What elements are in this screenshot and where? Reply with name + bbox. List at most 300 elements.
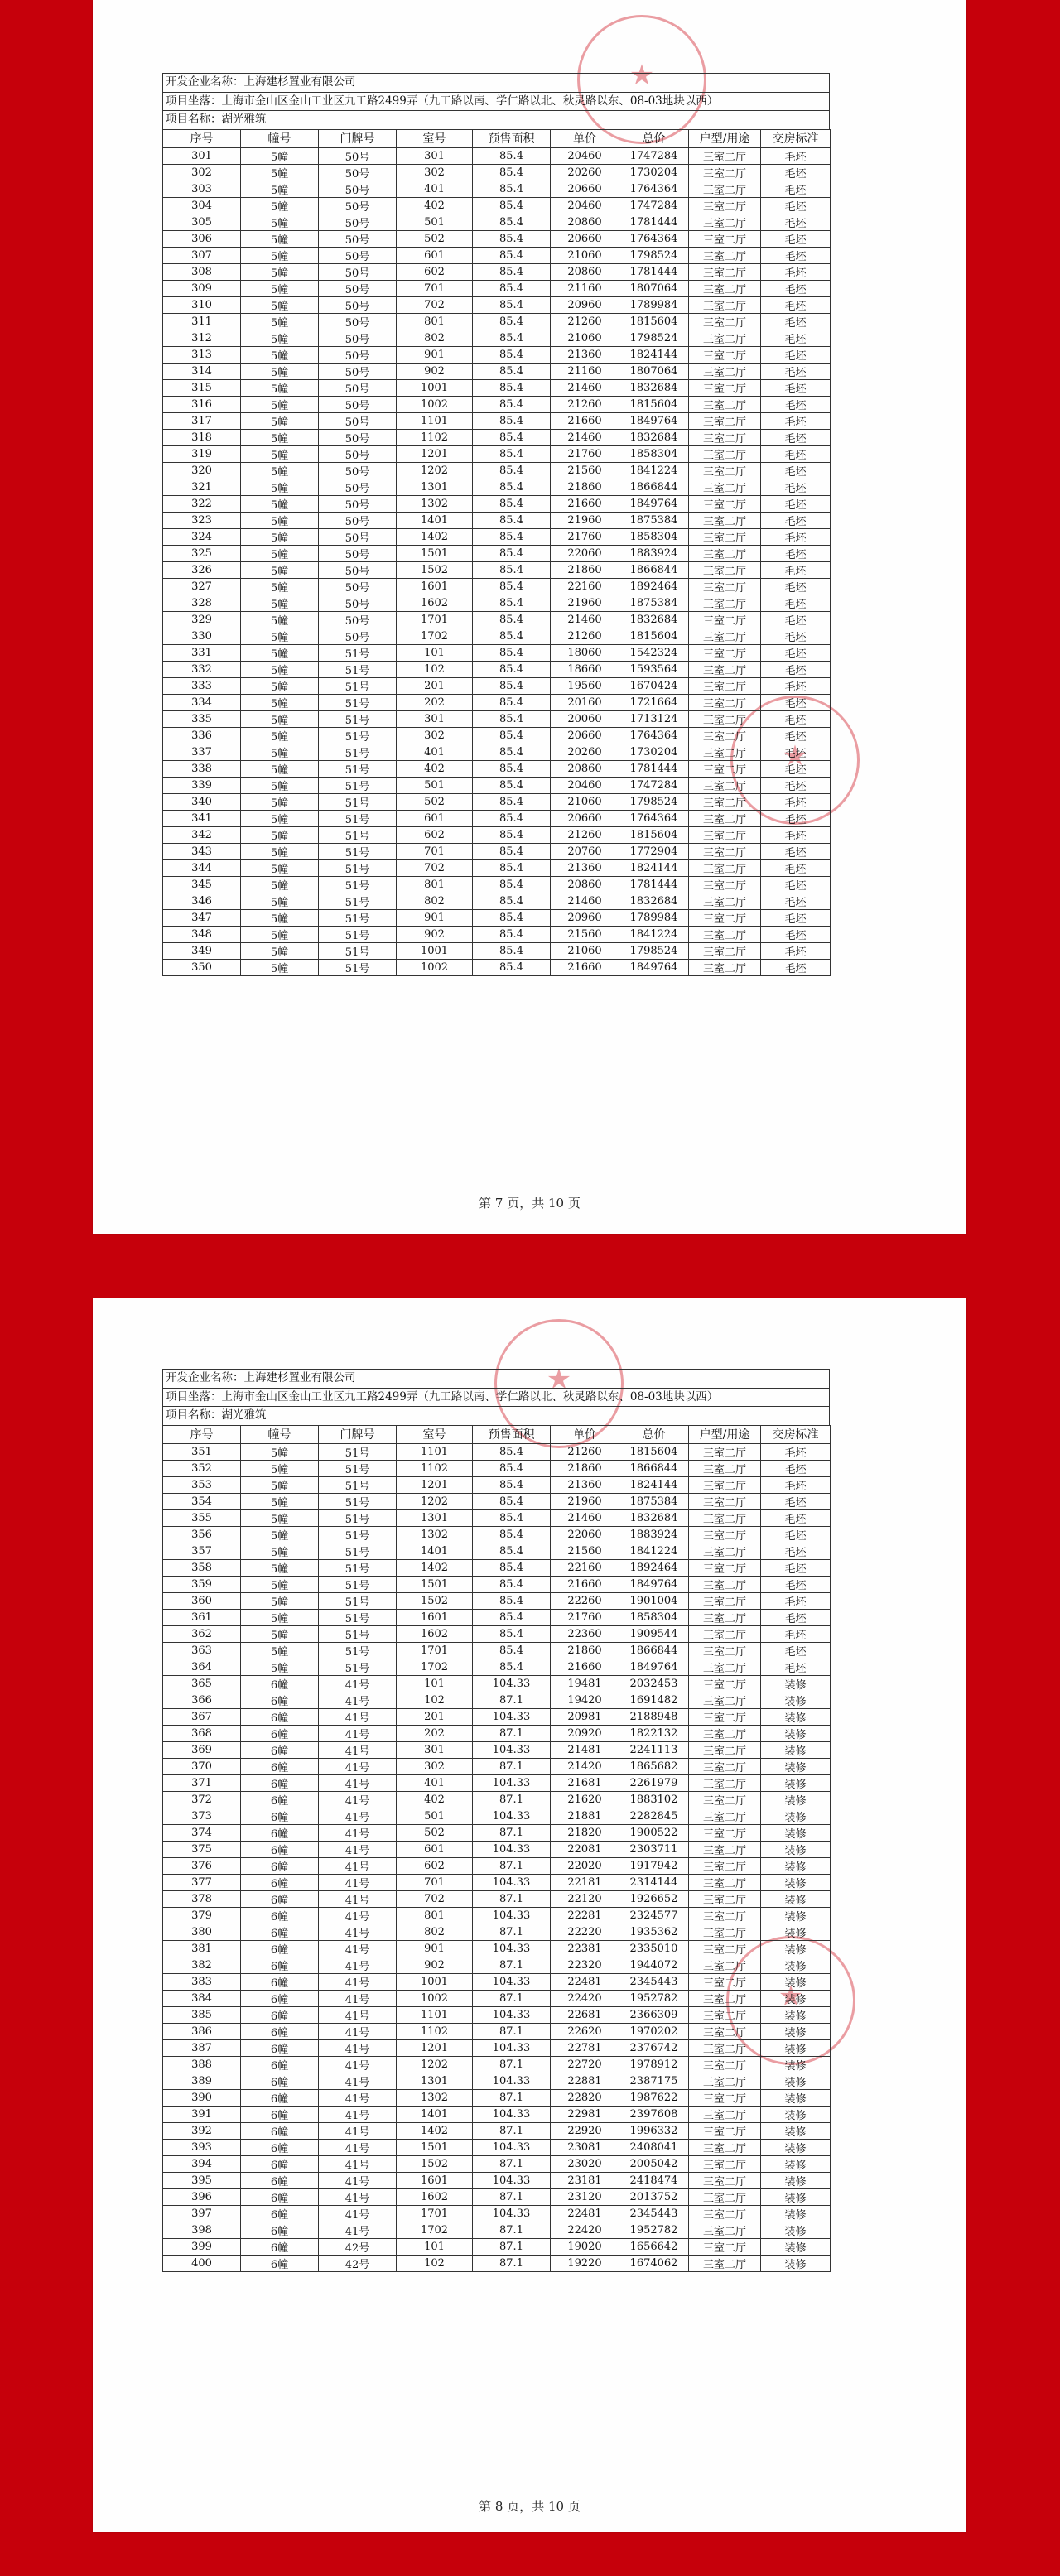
table-row	[163, 694, 831, 710]
cell-unit-price: 21860	[551, 1460, 619, 1476]
table-row	[163, 1708, 831, 1725]
cell-room-no: 102	[397, 2255, 473, 2271]
cell-total-price: 1798524	[619, 793, 689, 810]
cell-seq: 304	[163, 197, 241, 214]
cell-door-no: 41号	[319, 2056, 397, 2073]
cell-unit-price: 21660	[551, 1576, 619, 1592]
cell-layout-use: 三室二厅	[689, 595, 761, 611]
cell-room-no: 902	[397, 926, 473, 942]
cell-delivery-standard: 毛坯	[761, 280, 831, 296]
table-row	[163, 760, 831, 777]
cell-total-price: 1674062	[619, 2255, 689, 2271]
cell-room-no: 1602	[397, 595, 473, 611]
cell-building: 5幢	[241, 1476, 319, 1493]
cell-seq: 334	[163, 694, 241, 710]
cell-unit-price: 19420	[551, 1692, 619, 1708]
cell-building: 5幢	[241, 1493, 319, 1509]
cell-room-no: 1001	[397, 1973, 473, 1990]
cell-building: 5幢	[241, 230, 319, 247]
table-row	[163, 1725, 831, 1741]
cell-presale-area: 104.33	[473, 1774, 551, 1791]
cell-presale-area: 85.4	[473, 147, 551, 164]
cell-room-no: 1002	[397, 1990, 473, 2006]
cell-building: 5幢	[241, 1460, 319, 1476]
cell-room-no: 702	[397, 1890, 473, 1907]
cell-door-no: 41号	[319, 2122, 397, 2139]
cell-delivery-standard: 毛坯	[761, 909, 831, 926]
cell-layout-use: 三室二厅	[689, 1460, 761, 1476]
table-row	[163, 1692, 831, 1708]
cell-door-no: 51号	[319, 644, 397, 661]
cell-unit-price: 21360	[551, 1476, 619, 1493]
cell-presale-area: 85.4	[473, 810, 551, 826]
cell-seq: 340	[163, 793, 241, 810]
cell-unit-price: 22060	[551, 545, 619, 561]
cell-building: 5幢	[241, 379, 319, 396]
cell-delivery-standard: 毛坯	[761, 479, 831, 495]
cell-unit-price: 21660	[551, 412, 619, 429]
cell-presale-area: 85.4	[473, 1476, 551, 1493]
cell-total-price: 1883924	[619, 545, 689, 561]
cell-presale-area: 87.1	[473, 1890, 551, 1907]
cell-seq: 358	[163, 1559, 241, 1576]
cell-building: 6幢	[241, 1692, 319, 1708]
cell-layout-use: 三室二厅	[689, 1774, 761, 1791]
cell-unit-price: 20960	[551, 909, 619, 926]
developer-name: 开发企业名称：上海建杉置业有限公司	[162, 73, 830, 92]
cell-building: 5幢	[241, 1443, 319, 1460]
cell-unit-price: 18660	[551, 661, 619, 677]
cell-room-no: 901	[397, 1940, 473, 1957]
cell-delivery-standard: 毛坯	[761, 661, 831, 677]
cell-delivery-standard: 毛坯	[761, 1460, 831, 1476]
table-row	[163, 495, 831, 512]
cell-seq: 368	[163, 1725, 241, 1741]
table-row	[163, 859, 831, 876]
cell-delivery-standard: 装修	[761, 2006, 831, 2023]
cell-delivery-standard: 装修	[761, 1791, 831, 1808]
column-header-delivery-standard: 交房标准	[761, 1425, 831, 1443]
cell-presale-area: 85.4	[473, 959, 551, 975]
cell-door-no: 50号	[319, 363, 397, 379]
table-row	[163, 644, 831, 661]
cell-presale-area: 85.4	[473, 644, 551, 661]
cell-unit-price: 22160	[551, 578, 619, 595]
cell-total-price: 1917942	[619, 1857, 689, 1874]
cell-delivery-standard: 装修	[761, 1874, 831, 1890]
cell-building: 6幢	[241, 2056, 319, 2073]
cell-layout-use: 三室二厅	[689, 859, 761, 876]
cell-total-price: 2408041	[619, 2139, 689, 2155]
cell-seq: 350	[163, 959, 241, 975]
cell-unit-price: 20660	[551, 727, 619, 744]
cell-seq: 361	[163, 1609, 241, 1625]
cell-seq: 301	[163, 147, 241, 164]
table-row	[163, 1576, 831, 1592]
cell-delivery-standard: 毛坯	[761, 512, 831, 528]
cell-unit-price: 20660	[551, 181, 619, 197]
cell-building: 6幢	[241, 1824, 319, 1841]
cell-layout-use: 三室二厅	[689, 1509, 761, 1526]
cell-room-no: 1402	[397, 1559, 473, 1576]
cell-seq: 312	[163, 330, 241, 346]
cell-room-no: 502	[397, 793, 473, 810]
cell-total-price: 1815604	[619, 396, 689, 412]
cell-total-price: 1944072	[619, 1957, 689, 1973]
table-row	[163, 545, 831, 561]
cell-total-price: 2314144	[619, 1874, 689, 1890]
cell-presale-area: 87.1	[473, 1791, 551, 1808]
cell-seq: 389	[163, 2073, 241, 2089]
cell-unit-price: 23181	[551, 2172, 619, 2188]
cell-layout-use: 三室二厅	[689, 181, 761, 197]
cell-delivery-standard: 毛坯	[761, 1625, 831, 1642]
cell-unit-price: 22281	[551, 1907, 619, 1924]
cell-layout-use: 三室二厅	[689, 744, 761, 760]
cell-room-no: 502	[397, 1824, 473, 1841]
cell-door-no: 41号	[319, 1824, 397, 1841]
cell-seq: 332	[163, 661, 241, 677]
cell-total-price: 2282845	[619, 1808, 689, 1824]
cell-seq: 302	[163, 164, 241, 181]
table-row	[163, 744, 831, 760]
table-row	[163, 2188, 831, 2205]
cell-door-no: 51号	[319, 859, 397, 876]
document-page-7	[93, 0, 966, 1234]
cell-delivery-standard: 毛坯	[761, 1493, 831, 1509]
table-row	[163, 777, 831, 793]
cell-unit-price: 22320	[551, 1957, 619, 1973]
cell-total-price: 1824144	[619, 859, 689, 876]
cell-seq: 374	[163, 1824, 241, 1841]
cell-door-no: 50号	[319, 412, 397, 429]
cell-seq: 399	[163, 2238, 241, 2255]
cell-door-no: 41号	[319, 2089, 397, 2106]
cell-presale-area: 104.33	[473, 1907, 551, 1924]
cell-door-no: 51号	[319, 942, 397, 959]
cell-door-no: 50号	[319, 330, 397, 346]
table-row	[163, 197, 831, 214]
cell-unit-price: 22120	[551, 1890, 619, 1907]
cell-presale-area: 104.33	[473, 2205, 551, 2222]
cell-door-no: 51号	[319, 1642, 397, 1659]
cell-unit-price: 20660	[551, 230, 619, 247]
cell-room-no: 1701	[397, 611, 473, 628]
cell-unit-price: 22220	[551, 1924, 619, 1940]
cell-room-no: 702	[397, 859, 473, 876]
cell-layout-use: 三室二厅	[689, 1576, 761, 1592]
cell-seq: 387	[163, 2039, 241, 2056]
cell-door-no: 51号	[319, 1559, 397, 1576]
cell-unit-price: 22820	[551, 2089, 619, 2106]
cell-delivery-standard: 毛坯	[761, 826, 831, 843]
cell-total-price: 2241113	[619, 1741, 689, 1758]
cell-unit-price: 21860	[551, 561, 619, 578]
cell-door-no: 50号	[319, 445, 397, 462]
table-row	[163, 379, 831, 396]
cell-room-no: 1301	[397, 2073, 473, 2089]
cell-door-no: 41号	[319, 2039, 397, 2056]
cell-layout-use: 三室二厅	[689, 2023, 761, 2039]
cell-building: 5幢	[241, 147, 319, 164]
cell-unit-price: 21960	[551, 1493, 619, 1509]
cell-presale-area: 87.1	[473, 1857, 551, 1874]
cell-total-price: 1824144	[619, 346, 689, 363]
cell-door-no: 41号	[319, 1741, 397, 1758]
cell-layout-use: 三室二厅	[689, 1973, 761, 1990]
cell-total-price: 2032453	[619, 1675, 689, 1692]
table-row	[163, 1625, 831, 1642]
cell-building: 6幢	[241, 1907, 319, 1924]
table-row	[163, 214, 831, 230]
cell-building: 5幢	[241, 462, 319, 479]
cell-door-no: 41号	[319, 2106, 397, 2122]
cell-unit-price: 21260	[551, 628, 619, 644]
cell-presale-area: 85.4	[473, 1443, 551, 1460]
table-row	[163, 942, 831, 959]
cell-total-price: 1798524	[619, 330, 689, 346]
cell-total-price: 1849764	[619, 1659, 689, 1675]
cell-presale-area: 104.33	[473, 1841, 551, 1857]
cell-layout-use: 三室二厅	[689, 495, 761, 512]
cell-total-price: 1781444	[619, 876, 689, 893]
cell-unit-price: 20460	[551, 147, 619, 164]
cell-seq: 398	[163, 2222, 241, 2238]
table-row	[163, 1493, 831, 1509]
cell-delivery-standard: 装修	[761, 2039, 831, 2056]
cell-layout-use: 三室二厅	[689, 1741, 761, 1758]
table-row	[163, 876, 831, 893]
cell-layout-use: 三室二厅	[689, 1808, 761, 1824]
cell-unit-price: 21460	[551, 893, 619, 909]
cell-room-no: 1101	[397, 2006, 473, 2023]
cell-unit-price: 21660	[551, 959, 619, 975]
cell-seq: 339	[163, 777, 241, 793]
cell-room-no: 201	[397, 677, 473, 694]
cell-layout-use: 三室二厅	[689, 1625, 761, 1642]
cell-seq: 314	[163, 363, 241, 379]
cell-total-price: 1858304	[619, 1609, 689, 1625]
cell-layout-use: 三室二厅	[689, 2039, 761, 2056]
cell-door-no: 50号	[319, 495, 397, 512]
cell-delivery-standard: 毛坯	[761, 181, 831, 197]
cell-presale-area: 104.33	[473, 1940, 551, 1957]
cell-presale-area: 85.4	[473, 412, 551, 429]
cell-room-no: 902	[397, 363, 473, 379]
cell-door-no: 50号	[319, 462, 397, 479]
cell-total-price: 1832684	[619, 429, 689, 445]
cell-door-no: 51号	[319, 727, 397, 744]
table-row	[163, 909, 831, 926]
cell-total-price: 1798524	[619, 942, 689, 959]
cell-unit-price: 22381	[551, 1940, 619, 1957]
cell-room-no: 1701	[397, 1642, 473, 1659]
cell-room-no: 1701	[397, 2205, 473, 2222]
cell-presale-area: 85.4	[473, 727, 551, 744]
cell-door-no: 50号	[319, 313, 397, 330]
cell-room-no: 602	[397, 1857, 473, 1874]
cell-delivery-standard: 装修	[761, 2172, 831, 2188]
cell-seq: 316	[163, 396, 241, 412]
cell-building: 6幢	[241, 2006, 319, 2023]
cell-building: 5幢	[241, 1559, 319, 1576]
cell-seq: 348	[163, 926, 241, 942]
cell-building: 5幢	[241, 429, 319, 445]
cell-building: 5幢	[241, 214, 319, 230]
cell-door-no: 51号	[319, 810, 397, 826]
cell-unit-price: 21060	[551, 330, 619, 346]
cell-presale-area: 104.33	[473, 2006, 551, 2023]
cell-seq: 381	[163, 1940, 241, 1957]
cell-total-price: 1900522	[619, 1824, 689, 1841]
cell-total-price: 1815604	[619, 1443, 689, 1460]
cell-unit-price: 21560	[551, 1543, 619, 1559]
cell-seq: 337	[163, 744, 241, 760]
cell-seq: 319	[163, 445, 241, 462]
cell-room-no: 1302	[397, 495, 473, 512]
cell-total-price: 1892464	[619, 578, 689, 595]
cell-room-no: 1001	[397, 942, 473, 959]
cell-unit-price: 19220	[551, 2255, 619, 2271]
cell-building: 6幢	[241, 2155, 319, 2172]
cell-seq: 360	[163, 1592, 241, 1609]
cell-room-no: 1502	[397, 2155, 473, 2172]
cell-room-no: 1302	[397, 1526, 473, 1543]
cell-room-no: 1201	[397, 1476, 473, 1493]
cell-building: 6幢	[241, 2139, 319, 2155]
cell-layout-use: 三室二厅	[689, 1692, 761, 1708]
cell-seq: 313	[163, 346, 241, 363]
cell-layout-use: 三室二厅	[689, 843, 761, 859]
cell-room-no: 801	[397, 1907, 473, 1924]
cell-layout-use: 三室二厅	[689, 2056, 761, 2073]
cell-seq: 366	[163, 1692, 241, 1708]
cell-room-no: 501	[397, 214, 473, 230]
cell-presale-area: 85.4	[473, 280, 551, 296]
cell-seq: 347	[163, 909, 241, 926]
cell-total-price: 1764364	[619, 810, 689, 826]
cell-room-no: 102	[397, 661, 473, 677]
cell-total-price: 1883924	[619, 1526, 689, 1543]
cell-room-no: 702	[397, 296, 473, 313]
table-row	[163, 1642, 831, 1659]
cell-presale-area: 85.4	[473, 1559, 551, 1576]
table-row	[163, 2006, 831, 2023]
cell-unit-price: 21881	[551, 1808, 619, 1824]
table-row	[163, 2255, 831, 2271]
cell-unit-price: 21160	[551, 280, 619, 296]
cell-layout-use: 三室二厅	[689, 296, 761, 313]
cell-building: 6幢	[241, 2073, 319, 2089]
cell-seq: 309	[163, 280, 241, 296]
cell-layout-use: 三室二厅	[689, 1443, 761, 1460]
cell-unit-price: 21260	[551, 1443, 619, 1460]
column-header-delivery-standard: 交房标准	[761, 129, 831, 147]
table-row	[163, 1907, 831, 1924]
table-row	[163, 1808, 831, 1824]
cell-room-no: 1102	[397, 1460, 473, 1476]
cell-room-no: 101	[397, 644, 473, 661]
cell-unit-price: 21481	[551, 1741, 619, 1758]
cell-unit-price: 21360	[551, 859, 619, 876]
cell-seq: 349	[163, 942, 241, 959]
cell-layout-use: 三室二厅	[689, 2139, 761, 2155]
cell-total-price: 1730204	[619, 744, 689, 760]
cell-building: 5幢	[241, 959, 319, 975]
cell-seq: 376	[163, 1857, 241, 1874]
cell-seq: 397	[163, 2205, 241, 2222]
table-row	[163, 1973, 831, 1990]
cell-layout-use: 三室二厅	[689, 1940, 761, 1957]
cell-layout-use: 三室二厅	[689, 1642, 761, 1659]
cell-layout-use: 三室二厅	[689, 230, 761, 247]
cell-room-no: 402	[397, 197, 473, 214]
cell-layout-use: 三室二厅	[689, 363, 761, 379]
cell-building: 6幢	[241, 1890, 319, 1907]
cell-layout-use: 三室二厅	[689, 1957, 761, 1973]
cell-door-no: 41号	[319, 1857, 397, 1874]
cell-presale-area: 85.4	[473, 793, 551, 810]
cell-presale-area: 85.4	[473, 1509, 551, 1526]
cell-delivery-standard: 装修	[761, 2238, 831, 2255]
cell-building: 5幢	[241, 396, 319, 412]
cell-delivery-standard: 装修	[761, 1990, 831, 2006]
cell-building: 6幢	[241, 1758, 319, 1774]
table-row	[163, 661, 831, 677]
cell-seq: 380	[163, 1924, 241, 1940]
cell-building: 6幢	[241, 1924, 319, 1940]
table-row	[163, 2039, 831, 2056]
cell-presale-area: 104.33	[473, 2172, 551, 2188]
cell-layout-use: 三室二厅	[689, 777, 761, 793]
cell-delivery-standard: 毛坯	[761, 727, 831, 744]
cell-delivery-standard: 装修	[761, 1857, 831, 1874]
cell-presale-area: 85.4	[473, 1642, 551, 1659]
cell-presale-area: 104.33	[473, 1675, 551, 1692]
cell-seq: 354	[163, 1493, 241, 1509]
cell-room-no: 1401	[397, 2106, 473, 2122]
cell-seq: 353	[163, 1476, 241, 1493]
cell-seq: 336	[163, 727, 241, 744]
developer-name: 开发企业名称：上海建杉置业有限公司	[162, 1369, 830, 1388]
cell-delivery-standard: 装修	[761, 1890, 831, 1907]
cell-building: 5幢	[241, 843, 319, 859]
cell-delivery-standard: 毛坯	[761, 495, 831, 512]
cell-unit-price: 20160	[551, 694, 619, 710]
table-row	[163, 1940, 831, 1957]
cell-door-no: 41号	[319, 2023, 397, 2039]
cell-delivery-standard: 装修	[761, 1758, 831, 1774]
cell-total-price: 2013752	[619, 2188, 689, 2205]
cell-door-no: 41号	[319, 1874, 397, 1890]
cell-layout-use: 三室二厅	[689, 561, 761, 578]
cell-delivery-standard: 装修	[761, 1973, 831, 1990]
cell-layout-use: 三室二厅	[689, 214, 761, 230]
cell-room-no: 802	[397, 330, 473, 346]
cell-delivery-standard: 毛坯	[761, 644, 831, 661]
cell-room-no: 1401	[397, 1543, 473, 1559]
cell-presale-area: 85.4	[473, 876, 551, 893]
table-row	[163, 893, 831, 909]
cell-door-no: 41号	[319, 2073, 397, 2089]
cell-unit-price: 21660	[551, 1659, 619, 1675]
cell-layout-use: 三室二厅	[689, 2155, 761, 2172]
cell-seq: 357	[163, 1543, 241, 1559]
cell-layout-use: 三室二厅	[689, 1708, 761, 1725]
cell-building: 5幢	[241, 1526, 319, 1543]
cell-total-price: 1764364	[619, 230, 689, 247]
cell-layout-use: 三室二厅	[689, 661, 761, 677]
